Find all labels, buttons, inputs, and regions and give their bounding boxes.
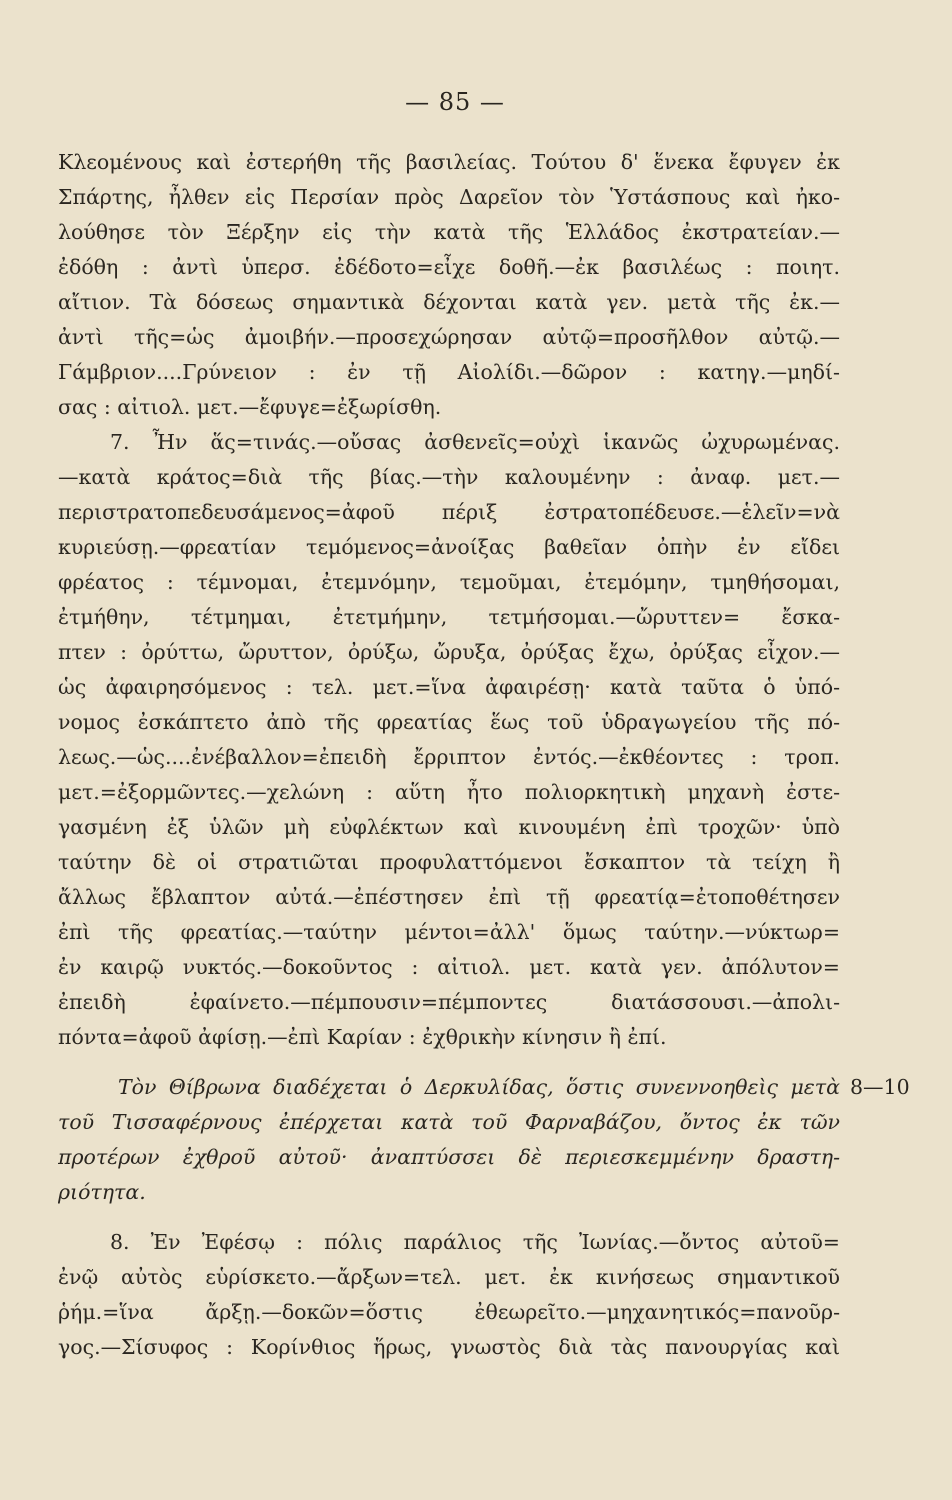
- text-line: 7. Ἦν ἅς=τινάς.—οὔσας ἀσθενεῖς=οὐχὶ ἱκανῶς ὠχυρωμένας.: [110, 430, 840, 454]
- text-line: ἐτμήθην, τέτμημαι, ἐτετμήμην, τετμήσομαι.—ὤρυττεν= ἔσκα-: [58, 605, 840, 629]
- page-number: — 85 —: [405, 88, 505, 116]
- summary-line: Τὸν Θίβρωνα διαδέχεται ὁ Δερκυλίδας, ὅστις συνεννοηθεὶς μετὰ: [118, 1075, 840, 1099]
- text-line: γος.—Σίσυφος : Κορίνθιος ἥρως, γνωστὸς διὰ τὰς πανουργίας καὶ: [58, 1335, 840, 1359]
- summary-line: προτέρων ἐχθροῦ αὐτοῦ· ἀναπτύσσει δὲ περιεσκεμμένην δραστη-: [58, 1145, 840, 1169]
- text-line: Γάμβριον....Γρύνειον : ἐν τῇ Αἰολίδι.—δῶρον : κατηγ.—μηδί-: [58, 360, 840, 384]
- text-line: μετ.=ἐξορμῶντες.—χελώνη : αὕτη ἦτο πολιορκητικὴ μηχανὴ ἐστε-: [58, 780, 840, 804]
- text-line: φρέατος : τέμνομαι, ἐτεμνόμην, τεμοῦμαι, ἐτεμόμην, τμηθήσομαι,: [58, 570, 840, 594]
- text-line: ἐδόθη : ἀντὶ ὑπερσ. ἐδέδοτο=εἶχε δοθῆ.—ἐκ βασιλέως : ποιητ.: [58, 255, 840, 279]
- text-line: νομος ἐσκάπτετο ἀπὸ τῆς φρεατίας ἕως τοῦ ὑδραγωγείου τῆς πό-: [58, 710, 840, 734]
- text-line: πτεν : ὀρύττω, ὤρυττον, ὀρύξω, ὤρυξα, ὀρύξας ἔχω, ὀρύξας εἶχον.—: [58, 640, 840, 664]
- text-line: λεως.—ὡς....ἐνέβαλλον=ἐπειδὴ ἔρριπτον ἐντός.—ἐκθέοντες : τροπ.: [58, 745, 840, 769]
- text-line: ἐνῷ αὐτὸς εὑρίσκετο.—ἄρξων=τελ. μετ. ἐκ κινήσεως σημαντικοῦ: [58, 1265, 840, 1289]
- text-line: γασμένη ἐξ ὑλῶν μὴ εὐφλέκτων καὶ κινουμένη ἐπὶ τροχῶν· ὑπὸ: [58, 815, 840, 839]
- text-line: αἴτιον. Τὰ δόσεως σημαντικὰ δέχονται κατὰ γεν. μετὰ τῆς ἐκ.—: [58, 290, 840, 314]
- text-line: ἐπειδὴ ἐφαίνετο.—πέμπουσιν=πέμποντες διατάσσουσι.—ἀπολι-: [58, 990, 840, 1014]
- text-line: Κλεομένους καὶ ἐστερήθη τῆς βασιλείας. Τούτου δ' ἕνεκα ἔφυγεν ἐκ: [58, 150, 840, 174]
- text-line: περιστρατοπεδευσάμενος=ἀφοῦ πέριξ ἐστρατοπέδευσε.—ἑλεῖν=νὰ: [58, 500, 840, 524]
- text-line: κυριεύσῃ.—φρεατίαν τεμόμενος=ἀνοίξας βαθεῖαν ὀπὴν ἐν εἴδει: [58, 535, 840, 559]
- text-line: —κατὰ κράτος=διὰ τῆς βίας.—τὴν καλουμένην : ἀναφ. μετ.—: [58, 465, 840, 489]
- text-line: 8. Ἐν Ἐφέσῳ : πόλις παράλιος τῆς Ἰωνίας.—ὄντος αὐτοῦ=: [110, 1230, 840, 1254]
- text-line: ταύτην δὲ οἱ στρατιῶται προφυλαττόμενοι ἔσκαπτον τὰ τείχη ἢ: [58, 850, 840, 874]
- text-line: πόντα=ἀφοῦ ἀφίσῃ.—ἐπὶ Καρίαν : ἐχθρικὴν κίνησιν ἢ ἐπί.: [58, 1025, 667, 1049]
- text-line: ῥήμ.=ἵνα ἄρξῃ.—δοκῶν=ὅστις ἐθεωρεῖτο.—μηχανητικός=πανοῦρ-: [58, 1300, 840, 1324]
- text-line: σας : αἰτιολ. μετ.—ἔφυγε=ἐξωρίσθη.: [58, 395, 442, 419]
- margin-reference: 8—10: [850, 1075, 910, 1099]
- text-line: λούθησε τὸν Ξέρξην εἰς τὴν κατὰ τῆς Ἑλλάδος ἐκστρατείαν.—: [58, 220, 840, 244]
- text-line: ἐπὶ τῆς φρεατίας.—ταύτην μέντοι=ἀλλ' ὅμως ταύτην.—νύκτωρ=: [58, 920, 840, 944]
- text-line: Σπάρτης, ἦλθεν εἰς Περσίαν πρὸς Δαρεῖον τὸν Ὑστάσπους καὶ ἠκο-: [58, 185, 840, 209]
- text-line: ἐν καιρῷ νυκτός.—δοκοῦντος : αἰτιολ. μετ. κατὰ γεν. ἀπόλυτον=: [58, 955, 840, 979]
- text-line: ὡς ἀφαιρησόμενος : τελ. μετ.=ἵνα ἀφαιρέσῃ· κατὰ ταῦτα ὁ ὑπό-: [58, 675, 840, 699]
- text-line: ἀντὶ τῆς=ὡς ἀμοιβήν.—προσεχώρησαν αὐτῷ=προσῆλθον αὐτῷ.—: [58, 325, 840, 349]
- summary-line: ριότητα.: [58, 1180, 146, 1204]
- summary-line: τοῦ Τισσαφέρνους ἐπέρχεται κατὰ τοῦ Φαρναβάζου, ὄντος ἐκ τῶν: [58, 1110, 840, 1134]
- text-line: ἄλλως ἔβλαπτον αὐτά.—ἐπέστησεν ἐπὶ τῇ φρεατίᾳ=ἐτοποθέτησεν: [58, 885, 840, 909]
